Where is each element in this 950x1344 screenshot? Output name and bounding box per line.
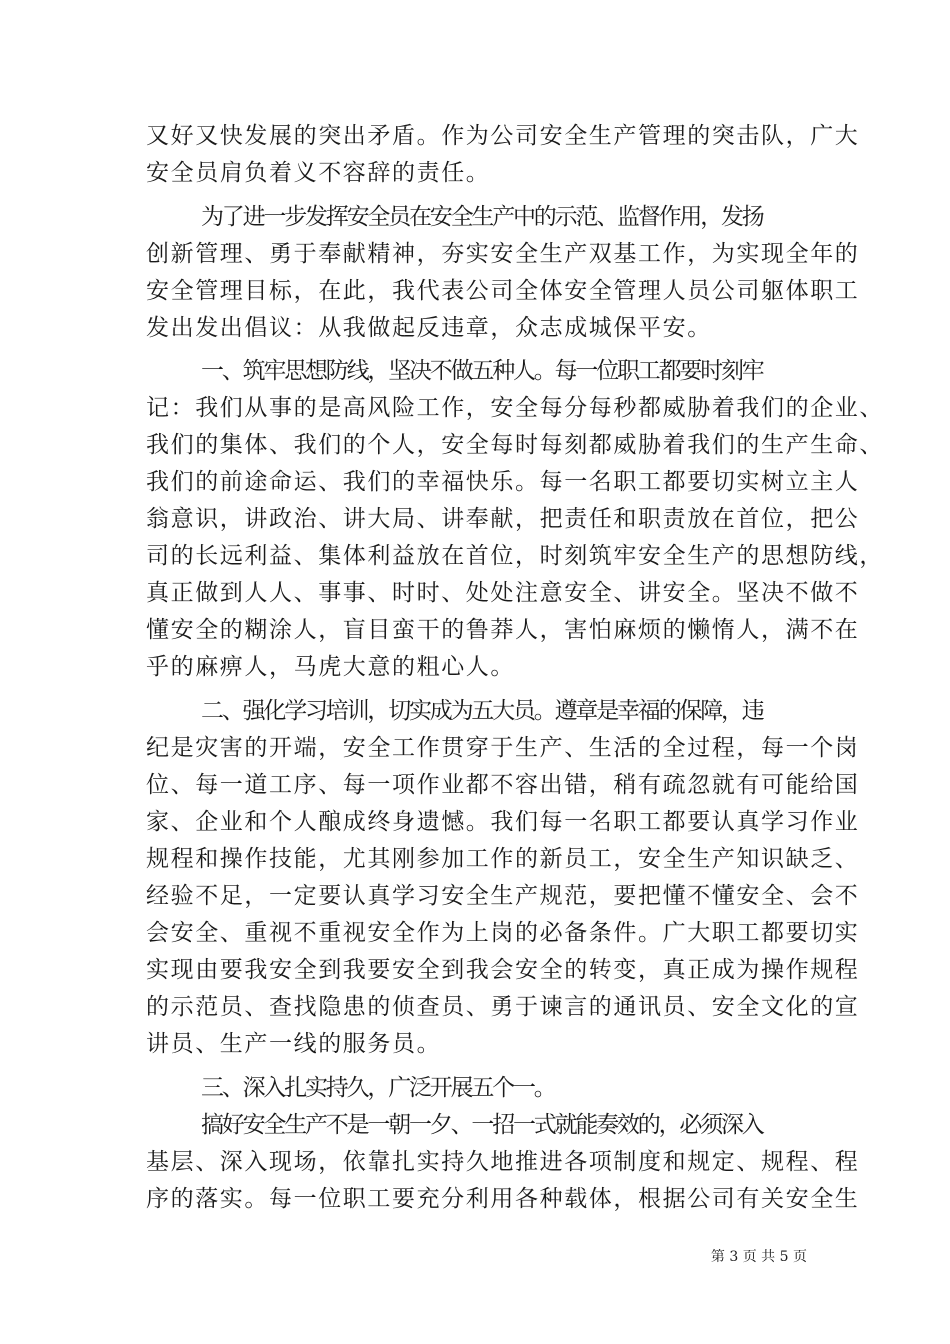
page-number-footer: 第 3 页 共 5 页 — [710, 1249, 807, 1265]
text-line: 记：我们从事的是高风险工作，安全每分每秒都威胁着我们的企业、 — [146, 395, 884, 421]
text-line: 规程和操作技能，尤其刚参加工作的新员工，安全生产知识缺乏、 — [146, 846, 860, 872]
text-line: 我们的集体、我们的个人，安全每时每刻都威胁着我们的生产生命、 — [146, 432, 884, 458]
text-line: 家、企业和个人酿成终身遗憾。我们每一名职工都要认真学习作业 — [146, 809, 860, 835]
text-line: 讲员、生产一线的服务员。 — [146, 1031, 442, 1057]
text-line: 创新管理、勇于奉献精神，夯实安全生产双基工作，为实现全年的 — [146, 241, 860, 267]
text-line: 实现由要我安全到我要安全到我会安全的转变，真正成为操作规程 — [146, 957, 860, 983]
text-line: 二、强化学习培训，切实成为五大员。遵章是幸福的保障，违 — [201, 698, 763, 724]
text-line: 序的落实。每一位职工要充分利用各种载体，根据公司有关安全生 — [146, 1186, 860, 1212]
text-line: 乎的麻痹人，马虎大意的粗心人。 — [146, 654, 515, 680]
text-line: 一、筑牢思想防线，坚决不做五种人。每一位职工都要时刻牢 — [201, 358, 763, 384]
text-line: 纪是灾害的开端，安全工作贯穿于生产、生活的全过程，每一个岗 — [146, 735, 860, 761]
text-line: 会安全、重视不重视安全作为上岗的必备条件。广大职工都要切实 — [146, 920, 860, 946]
text-line: 我们的前途命运、我们的幸福快乐。每一名职工都要切实树立主人 — [146, 469, 860, 495]
text-line: 的示范员、查找隐患的侦查员、勇于谏言的通讯员、安全文化的宣 — [146, 994, 860, 1020]
text-line: 真正做到人人、事事、时时、处处注意安全、讲安全。坚决不做不 — [146, 580, 860, 606]
text-line: 发出发出倡议：从我做起反违章，众志成城保平安。 — [146, 315, 712, 341]
text-line: 经验不足，一定要认真学习安全生产规范，要把懂不懂安全、会不 — [146, 883, 860, 909]
text-line: 翁意识，讲政治、讲大局、讲奉献，把责任和职责放在首位，把公 — [146, 506, 860, 532]
text-line: 位、每一道工序、每一项作业都不容出错，稍有疏忽就有可能给国 — [146, 772, 860, 798]
text-line: 又好又快发展的突出矛盾。作为公司安全生产管理的突击队，广大 — [146, 123, 860, 149]
text-line: 安全员肩负着义不容辞的责任。 — [146, 160, 491, 186]
text-line: 三、深入扎实持久，广泛开展五个一。 — [201, 1075, 555, 1101]
text-line: 基层、深入现场，依靠扎实持久地推进各项制度和规定、规程、程 — [146, 1149, 860, 1175]
text-line: 安全管理目标，在此，我代表公司全体安全管理人员公司躯体职工 — [146, 278, 860, 304]
text-line: 懂安全的糊涂人，盲目蛮干的鲁莽人，害怕麻烦的懒惰人，满不在 — [146, 617, 860, 643]
text-line: 司的长远利益、集体利益放在首位，时刻筑牢安全生产的思想防线， — [146, 543, 884, 569]
text-line: 为了进一步发挥安全员在安全生产中的示范、监督作用，发扬 — [201, 204, 763, 230]
text-line: 搞好安全生产不是一朝一夕、一招一式就能奏效的，必须深入 — [201, 1112, 763, 1138]
